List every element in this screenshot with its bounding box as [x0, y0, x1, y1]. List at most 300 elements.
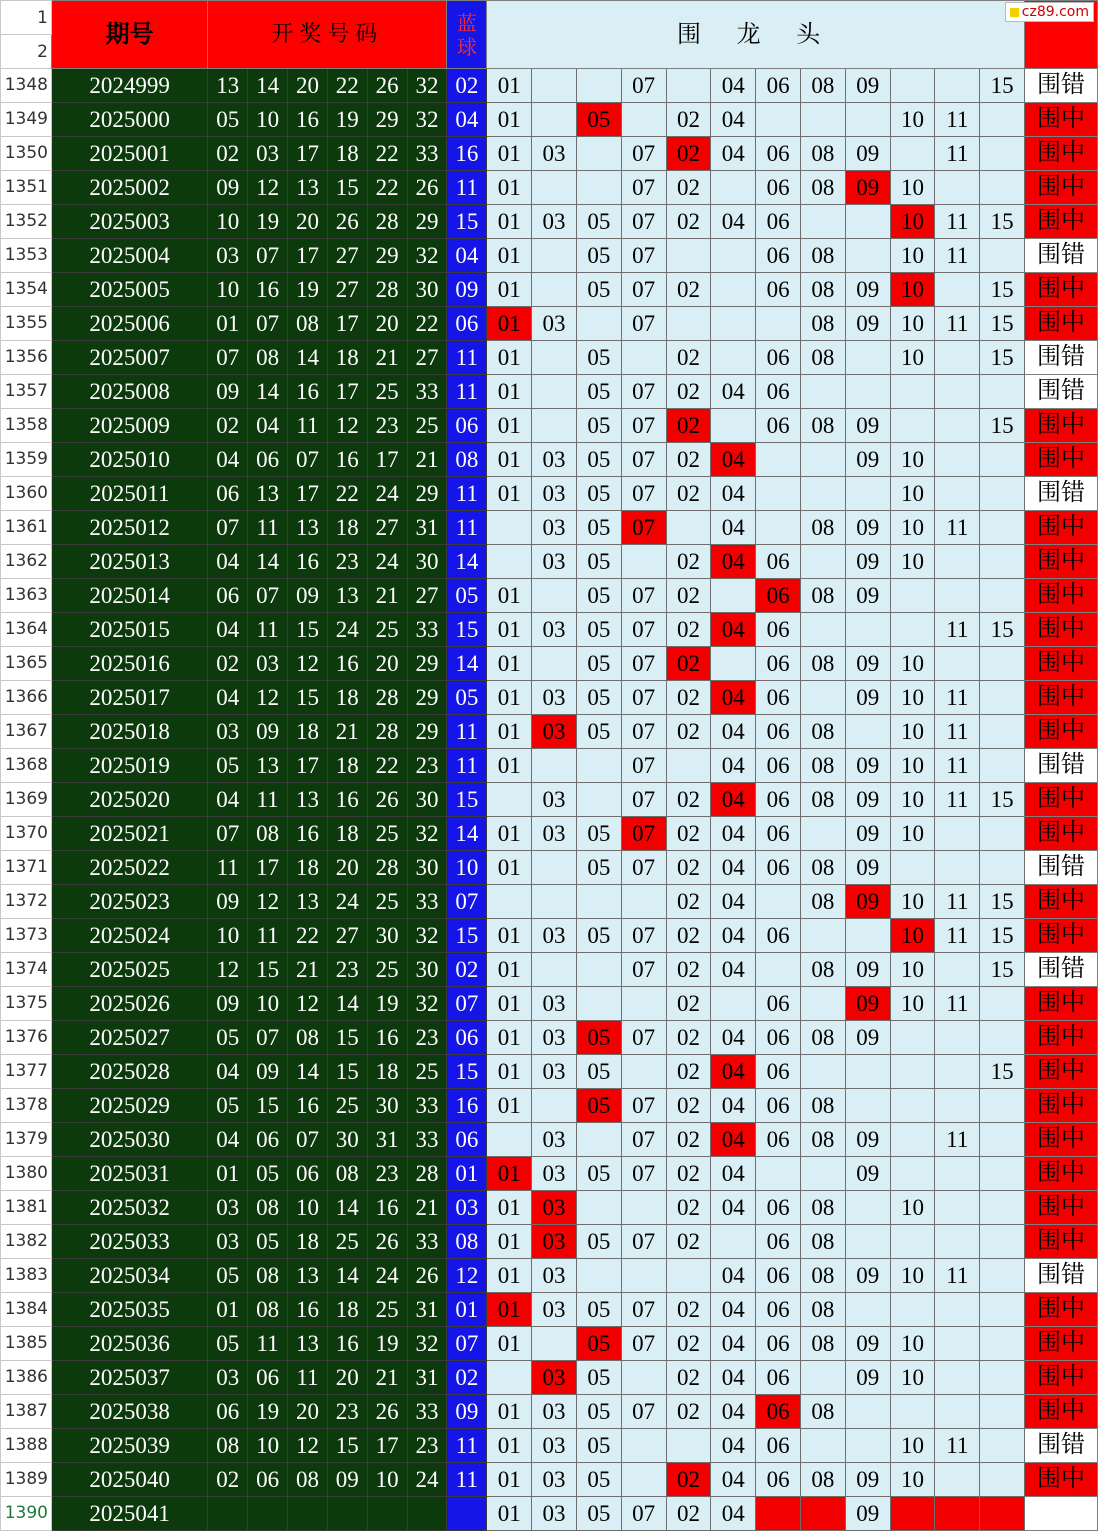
draw-number-cell[interactable]: [288, 1497, 328, 1531]
result-cell[interactable]: 围错: [1025, 69, 1098, 103]
draw-number-cell[interactable]: 05: [248, 1157, 288, 1191]
draw-number-cell[interactable]: 02: [208, 137, 248, 171]
wei-number-cell[interactable]: 01: [487, 647, 532, 681]
wei-number-cell[interactable]: [532, 749, 577, 783]
wei-number-cell[interactable]: 06: [756, 681, 801, 715]
wei-number-cell[interactable]: 03: [532, 1225, 577, 1259]
row-number[interactable]: 1363: [1, 579, 52, 613]
wei-number-cell[interactable]: [845, 477, 890, 511]
result-cell[interactable]: 围中: [1025, 205, 1098, 239]
wei-number-cell[interactable]: 08: [801, 647, 846, 681]
draw-number-cell[interactable]: 29: [367, 103, 407, 137]
wei-number-cell[interactable]: [711, 647, 756, 681]
wei-number-cell[interactable]: 04: [711, 1157, 756, 1191]
wei-number-cell[interactable]: 04: [711, 1259, 756, 1293]
issue-cell[interactable]: 2025031: [51, 1157, 207, 1191]
row-number[interactable]: 1358: [1, 409, 52, 443]
wei-number-cell[interactable]: 05: [576, 1021, 621, 1055]
wei-number-cell[interactable]: [890, 1089, 935, 1123]
draw-number-cell[interactable]: 05: [208, 749, 248, 783]
result-cell[interactable]: 围中: [1025, 103, 1098, 137]
draw-number-cell[interactable]: 17: [288, 749, 328, 783]
wei-number-cell[interactable]: [756, 1497, 801, 1531]
wei-number-cell[interactable]: 03: [532, 1123, 577, 1157]
wei-number-cell[interactable]: 11: [935, 1259, 980, 1293]
row-number[interactable]: 1390: [1, 1497, 52, 1531]
wei-number-cell[interactable]: 02: [666, 579, 711, 613]
draw-number-cell[interactable]: 09: [248, 1055, 288, 1089]
draw-number-cell[interactable]: 16: [288, 545, 328, 579]
wei-number-cell[interactable]: 04: [711, 1055, 756, 1089]
wei-number-cell[interactable]: 01: [487, 715, 532, 749]
wei-number-cell[interactable]: 07: [621, 1395, 666, 1429]
issue-cell[interactable]: 2025002: [51, 171, 207, 205]
wei-number-cell[interactable]: 03: [532, 783, 577, 817]
wei-number-cell[interactable]: 06: [756, 1089, 801, 1123]
draw-numbers-header[interactable]: 开奖号码: [208, 1, 447, 69]
wei-number-cell[interactable]: 11: [935, 1123, 980, 1157]
draw-number-cell[interactable]: 13: [248, 477, 288, 511]
blue-ball-cell[interactable]: 05: [447, 579, 487, 613]
wei-number-cell[interactable]: 06: [756, 851, 801, 885]
wei-number-cell[interactable]: 01: [487, 987, 532, 1021]
row-number[interactable]: 1383: [1, 1259, 52, 1293]
wei-number-cell[interactable]: 06: [756, 783, 801, 817]
issue-cell[interactable]: 2025030: [51, 1123, 207, 1157]
draw-number-cell[interactable]: 28: [367, 681, 407, 715]
wei-number-cell[interactable]: [621, 341, 666, 375]
draw-number-cell[interactable]: 10: [248, 1429, 288, 1463]
wei-number-cell[interactable]: 15: [980, 783, 1025, 817]
wei-number-cell[interactable]: 04: [711, 1191, 756, 1225]
result-cell[interactable]: 围中: [1025, 171, 1098, 205]
draw-number-cell[interactable]: 20: [288, 1395, 328, 1429]
wei-number-cell[interactable]: 09: [845, 953, 890, 987]
result-cell[interactable]: 围中: [1025, 613, 1098, 647]
draw-number-cell[interactable]: 19: [248, 1395, 288, 1429]
draw-number-cell[interactable]: 21: [288, 953, 328, 987]
draw-number-cell[interactable]: 16: [367, 1191, 407, 1225]
row-number[interactable]: 1380: [1, 1157, 52, 1191]
wei-number-cell[interactable]: 04: [711, 511, 756, 545]
wei-number-cell[interactable]: [487, 1361, 532, 1395]
draw-number-cell[interactable]: 04: [208, 1123, 248, 1157]
draw-number-cell[interactable]: 25: [367, 817, 407, 851]
wei-number-cell[interactable]: 01: [487, 443, 532, 477]
draw-number-cell[interactable]: 21: [327, 715, 367, 749]
wei-number-cell[interactable]: 07: [621, 851, 666, 885]
wei-number-cell[interactable]: 09: [845, 1021, 890, 1055]
wei-number-cell[interactable]: 02: [666, 647, 711, 681]
wei-number-cell[interactable]: 02: [666, 851, 711, 885]
wei-number-cell[interactable]: 11: [935, 307, 980, 341]
row-number[interactable]: 1384: [1, 1293, 52, 1327]
draw-number-cell[interactable]: 33: [407, 137, 447, 171]
issue-cell[interactable]: 2025026: [51, 987, 207, 1021]
result-cell[interactable]: 围中: [1025, 1327, 1098, 1361]
wei-number-cell[interactable]: 10: [890, 545, 935, 579]
draw-number-cell[interactable]: 26: [327, 205, 367, 239]
draw-number-cell[interactable]: 04: [208, 1055, 248, 1089]
wei-number-cell[interactable]: 06: [756, 817, 801, 851]
draw-number-cell[interactable]: 22: [367, 171, 407, 205]
wei-number-cell[interactable]: 01: [487, 1497, 532, 1531]
draw-number-cell[interactable]: 29: [407, 205, 447, 239]
wei-number-cell[interactable]: 10: [890, 647, 935, 681]
wei-number-cell[interactable]: 01: [487, 1225, 532, 1259]
wei-number-cell[interactable]: 10: [890, 749, 935, 783]
draw-number-cell[interactable]: 06: [288, 1157, 328, 1191]
wei-number-cell[interactable]: 06: [756, 375, 801, 409]
wei-number-cell[interactable]: 09: [845, 307, 890, 341]
wei-number-cell[interactable]: 07: [621, 647, 666, 681]
draw-number-cell[interactable]: 33: [407, 1089, 447, 1123]
row-number[interactable]: 1375: [1, 987, 52, 1021]
wei-number-cell[interactable]: 01: [487, 1089, 532, 1123]
wei-number-cell[interactable]: [711, 579, 756, 613]
draw-number-cell[interactable]: 07: [248, 579, 288, 613]
wei-number-cell[interactable]: [890, 137, 935, 171]
wei-number-cell[interactable]: 10: [890, 919, 935, 953]
draw-number-cell[interactable]: 14: [327, 987, 367, 1021]
wei-number-cell[interactable]: [980, 817, 1025, 851]
blue-ball-cell[interactable]: 16: [447, 1089, 487, 1123]
draw-number-cell[interactable]: 14: [248, 545, 288, 579]
wei-number-cell[interactable]: 08: [801, 511, 846, 545]
draw-number-cell[interactable]: 31: [407, 1361, 447, 1395]
issue-cell[interactable]: 2024999: [51, 69, 207, 103]
wei-number-cell[interactable]: 05: [576, 545, 621, 579]
draw-number-cell[interactable]: 08: [248, 341, 288, 375]
wei-number-cell[interactable]: 09: [845, 1123, 890, 1157]
draw-number-cell[interactable]: 25: [407, 409, 447, 443]
draw-number-cell[interactable]: 24: [327, 613, 367, 647]
draw-number-cell[interactable]: 05: [208, 103, 248, 137]
draw-number-cell[interactable]: 21: [367, 341, 407, 375]
draw-number-cell[interactable]: 28: [367, 715, 407, 749]
wei-number-cell[interactable]: 10: [890, 103, 935, 137]
draw-number-cell[interactable]: 11: [288, 1361, 328, 1395]
result-cell[interactable]: 围错: [1025, 953, 1098, 987]
draw-number-cell[interactable]: 24: [367, 477, 407, 511]
row-number[interactable]: 1370: [1, 817, 52, 851]
draw-number-cell[interactable]: 25: [407, 1055, 447, 1089]
wei-number-cell[interactable]: [801, 613, 846, 647]
wei-number-cell[interactable]: 07: [621, 1089, 666, 1123]
issue-column-header[interactable]: 期号: [51, 1, 207, 69]
result-cell[interactable]: 围中: [1025, 817, 1098, 851]
wei-number-cell[interactable]: 02: [666, 919, 711, 953]
wei-number-cell[interactable]: [935, 1293, 980, 1327]
draw-number-cell[interactable]: 23: [407, 749, 447, 783]
wei-number-cell[interactable]: 01: [487, 1429, 532, 1463]
draw-number-cell[interactable]: 24: [367, 545, 407, 579]
wei-number-cell[interactable]: 07: [621, 1497, 666, 1531]
wei-number-cell[interactable]: 07: [621, 1225, 666, 1259]
draw-number-cell[interactable]: 12: [288, 1429, 328, 1463]
wei-number-cell[interactable]: 08: [801, 851, 846, 885]
wei-number-cell[interactable]: 06: [756, 1361, 801, 1395]
wei-number-cell[interactable]: 11: [935, 715, 980, 749]
wei-number-cell[interactable]: [845, 103, 890, 137]
draw-number-cell[interactable]: 23: [367, 409, 407, 443]
draw-number-cell[interactable]: 15: [248, 1089, 288, 1123]
result-cell[interactable]: 围中: [1025, 987, 1098, 1021]
row-number[interactable]: 1364: [1, 613, 52, 647]
wei-number-cell[interactable]: 05: [576, 477, 621, 511]
wei-number-cell[interactable]: [621, 1463, 666, 1497]
wei-number-cell[interactable]: [935, 1055, 980, 1089]
wei-number-cell[interactable]: 02: [666, 1327, 711, 1361]
wei-number-cell[interactable]: [801, 919, 846, 953]
blue-ball-cell[interactable]: 11: [447, 477, 487, 511]
result-cell[interactable]: 围中: [1025, 1021, 1098, 1055]
draw-number-cell[interactable]: 29: [367, 239, 407, 273]
wei-number-cell[interactable]: 15: [980, 953, 1025, 987]
wei-number-cell[interactable]: [532, 375, 577, 409]
draw-number-cell[interactable]: 23: [367, 1157, 407, 1191]
draw-number-cell[interactable]: 16: [288, 103, 328, 137]
wei-number-cell[interactable]: [532, 851, 577, 885]
wei-number-cell[interactable]: 01: [487, 1327, 532, 1361]
wei-number-cell[interactable]: [801, 1361, 846, 1395]
wei-number-cell[interactable]: [801, 987, 846, 1021]
issue-cell[interactable]: 2025036: [51, 1327, 207, 1361]
wei-number-cell[interactable]: 08: [801, 171, 846, 205]
wei-number-cell[interactable]: 02: [666, 205, 711, 239]
result-cell[interactable]: 围中: [1025, 1225, 1098, 1259]
draw-number-cell[interactable]: 28: [367, 851, 407, 885]
wei-number-cell[interactable]: [666, 307, 711, 341]
draw-number-cell[interactable]: 02: [208, 409, 248, 443]
wei-number-cell[interactable]: [890, 1157, 935, 1191]
wei-number-cell[interactable]: [890, 1225, 935, 1259]
wei-number-cell[interactable]: 06: [756, 613, 801, 647]
wei-number-cell[interactable]: 02: [666, 783, 711, 817]
wei-number-cell[interactable]: 08: [801, 579, 846, 613]
draw-number-cell[interactable]: 04: [248, 409, 288, 443]
wei-number-cell[interactable]: [576, 1259, 621, 1293]
wei-number-cell[interactable]: 08: [801, 1327, 846, 1361]
wei-number-cell[interactable]: 09: [845, 1497, 890, 1531]
wei-number-cell[interactable]: [666, 69, 711, 103]
wei-number-cell[interactable]: 02: [666, 1293, 711, 1327]
blue-ball-cell[interactable]: 01: [447, 1157, 487, 1191]
blue-ball-cell[interactable]: 02: [447, 953, 487, 987]
wei-number-cell[interactable]: 04: [711, 205, 756, 239]
wei-number-cell[interactable]: 06: [756, 749, 801, 783]
wei-number-cell[interactable]: [801, 1497, 846, 1531]
row-number[interactable]: 1354: [1, 273, 52, 307]
wei-number-cell[interactable]: [980, 103, 1025, 137]
row-number[interactable]: 1355: [1, 307, 52, 341]
draw-number-cell[interactable]: 23: [327, 953, 367, 987]
draw-number-cell[interactable]: 08: [248, 1191, 288, 1225]
draw-number-cell[interactable]: 27: [407, 579, 447, 613]
wei-number-cell[interactable]: [935, 171, 980, 205]
draw-number-cell[interactable]: 26: [407, 171, 447, 205]
wei-number-cell[interactable]: 05: [576, 1327, 621, 1361]
draw-number-cell[interactable]: 16: [327, 647, 367, 681]
wei-number-cell[interactable]: 03: [532, 205, 577, 239]
draw-number-cell[interactable]: 27: [367, 511, 407, 545]
wei-number-cell[interactable]: [845, 1089, 890, 1123]
wei-number-cell[interactable]: 08: [801, 1021, 846, 1055]
wei-number-cell[interactable]: 04: [711, 375, 756, 409]
wei-number-cell[interactable]: [532, 1089, 577, 1123]
wei-number-cell[interactable]: [711, 307, 756, 341]
draw-number-cell[interactable]: 17: [327, 307, 367, 341]
issue-cell[interactable]: 2025005: [51, 273, 207, 307]
wei-number-cell[interactable]: [621, 1361, 666, 1395]
wei-number-cell[interactable]: 08: [801, 307, 846, 341]
draw-number-cell[interactable]: 12: [327, 409, 367, 443]
row-number[interactable]: 1388: [1, 1429, 52, 1463]
wei-number-cell[interactable]: [711, 409, 756, 443]
wei-number-cell[interactable]: [801, 1157, 846, 1191]
result-cell[interactable]: 围中: [1025, 783, 1098, 817]
wei-number-cell[interactable]: 03: [532, 137, 577, 171]
wei-number-cell[interactable]: [980, 1497, 1025, 1531]
wei-number-cell[interactable]: 07: [621, 1123, 666, 1157]
wei-number-cell[interactable]: 15: [980, 919, 1025, 953]
wei-number-cell[interactable]: 04: [711, 1327, 756, 1361]
wei-number-cell[interactable]: 01: [487, 477, 532, 511]
wei-number-cell[interactable]: [845, 1225, 890, 1259]
wei-number-cell[interactable]: 07: [621, 511, 666, 545]
wei-number-cell[interactable]: 01: [487, 69, 532, 103]
wei-number-cell[interactable]: [532, 885, 577, 919]
result-cell[interactable]: 围中: [1025, 885, 1098, 919]
wei-number-cell[interactable]: [756, 953, 801, 987]
wei-number-cell[interactable]: [935, 1089, 980, 1123]
wei-number-cell[interactable]: 04: [711, 545, 756, 579]
wei-number-cell[interactable]: [935, 1191, 980, 1225]
wei-number-cell[interactable]: 10: [890, 715, 935, 749]
wei-number-cell[interactable]: 04: [711, 715, 756, 749]
wei-number-cell[interactable]: 05: [576, 919, 621, 953]
wei-number-cell[interactable]: [980, 239, 1025, 273]
wei-number-cell[interactable]: [980, 715, 1025, 749]
wei-number-cell[interactable]: 02: [666, 885, 711, 919]
wei-number-cell[interactable]: 04: [711, 137, 756, 171]
draw-number-cell[interactable]: 32: [407, 103, 447, 137]
draw-number-cell[interactable]: 10: [208, 273, 248, 307]
wei-number-cell[interactable]: 05: [576, 273, 621, 307]
draw-number-cell[interactable]: 17: [367, 443, 407, 477]
draw-number-cell[interactable]: 14: [327, 1259, 367, 1293]
draw-number-cell[interactable]: 23: [407, 1021, 447, 1055]
draw-number-cell[interactable]: 05: [208, 1021, 248, 1055]
blue-ball-cell[interactable]: 11: [447, 749, 487, 783]
wei-number-cell[interactable]: 04: [711, 1293, 756, 1327]
wei-number-cell[interactable]: 04: [711, 1021, 756, 1055]
result-cell[interactable]: 围中: [1025, 443, 1098, 477]
row-number[interactable]: 1372: [1, 885, 52, 919]
draw-number-cell[interactable]: 26: [367, 783, 407, 817]
result-cell[interactable]: 围中: [1025, 409, 1098, 443]
wei-number-cell[interactable]: [801, 545, 846, 579]
wei-number-cell[interactable]: 09: [845, 851, 890, 885]
wei-number-cell[interactable]: [980, 1191, 1025, 1225]
draw-number-cell[interactable]: 33: [407, 1123, 447, 1157]
draw-number-cell[interactable]: 26: [367, 1225, 407, 1259]
draw-number-cell[interactable]: 10: [208, 205, 248, 239]
wei-number-cell[interactable]: [532, 69, 577, 103]
draw-number-cell[interactable]: 08: [288, 1463, 328, 1497]
wei-number-cell[interactable]: 06: [756, 1293, 801, 1327]
wei-number-cell[interactable]: [845, 613, 890, 647]
wei-number-cell[interactable]: [980, 851, 1025, 885]
draw-number-cell[interactable]: 24: [407, 1463, 447, 1497]
result-cell[interactable]: 围错: [1025, 375, 1098, 409]
draw-number-cell[interactable]: 23: [327, 1395, 367, 1429]
draw-number-cell[interactable]: 32: [407, 69, 447, 103]
draw-number-cell[interactable]: 06: [248, 1123, 288, 1157]
wei-number-cell[interactable]: 07: [621, 477, 666, 511]
draw-number-cell[interactable]: 08: [327, 1157, 367, 1191]
draw-number-cell[interactable]: 22: [288, 919, 328, 953]
wei-number-cell[interactable]: [711, 341, 756, 375]
wei-number-cell[interactable]: 11: [935, 885, 980, 919]
draw-number-cell[interactable]: 03: [208, 1191, 248, 1225]
wei-number-cell[interactable]: 02: [666, 409, 711, 443]
wei-number-cell[interactable]: 08: [801, 783, 846, 817]
row-number[interactable]: 1367: [1, 715, 52, 749]
wei-number-cell[interactable]: 06: [756, 171, 801, 205]
draw-number-cell[interactable]: 02: [208, 647, 248, 681]
draw-number-cell[interactable]: 29: [407, 681, 447, 715]
wei-number-cell[interactable]: [666, 1429, 711, 1463]
draw-number-cell[interactable]: 19: [327, 103, 367, 137]
draw-number-cell[interactable]: 16: [327, 783, 367, 817]
wei-number-cell[interactable]: 03: [532, 1395, 577, 1429]
draw-number-cell[interactable]: 18: [327, 681, 367, 715]
wei-number-cell[interactable]: [576, 171, 621, 205]
draw-number-cell[interactable]: 19: [248, 205, 288, 239]
wei-number-cell[interactable]: 07: [621, 681, 666, 715]
draw-number-cell[interactable]: 21: [367, 1361, 407, 1395]
row-number[interactable]: 1356: [1, 341, 52, 375]
wei-number-cell[interactable]: 08: [801, 1225, 846, 1259]
wei-number-cell[interactable]: 06: [756, 1123, 801, 1157]
draw-number-cell[interactable]: 11: [248, 613, 288, 647]
wei-number-cell[interactable]: 01: [487, 409, 532, 443]
wei-number-cell[interactable]: 11: [935, 103, 980, 137]
wei-number-cell[interactable]: 03: [532, 307, 577, 341]
wei-number-cell[interactable]: [621, 1055, 666, 1089]
draw-number-cell[interactable]: 17: [288, 239, 328, 273]
draw-number-cell[interactable]: 09: [288, 579, 328, 613]
result-cell[interactable]: 围中: [1025, 1089, 1098, 1123]
draw-number-cell[interactable]: 06: [208, 579, 248, 613]
result-cell[interactable]: 围错: [1025, 851, 1098, 885]
draw-number-cell[interactable]: 19: [367, 987, 407, 1021]
issue-cell[interactable]: 2025016: [51, 647, 207, 681]
wei-number-cell[interactable]: 05: [576, 375, 621, 409]
wei-number-cell[interactable]: [890, 613, 935, 647]
wei-number-cell[interactable]: 15: [980, 307, 1025, 341]
wei-number-cell[interactable]: 03: [532, 1293, 577, 1327]
blue-ball-cell[interactable]: 15: [447, 613, 487, 647]
blue-ball-cell[interactable]: 14: [447, 545, 487, 579]
draw-number-cell[interactable]: 22: [327, 477, 367, 511]
draw-number-cell[interactable]: 05: [208, 1259, 248, 1293]
wei-number-cell[interactable]: 09: [845, 69, 890, 103]
wei-number-cell[interactable]: 07: [621, 613, 666, 647]
wei-number-cell[interactable]: [845, 205, 890, 239]
wei-number-cell[interactable]: [576, 783, 621, 817]
